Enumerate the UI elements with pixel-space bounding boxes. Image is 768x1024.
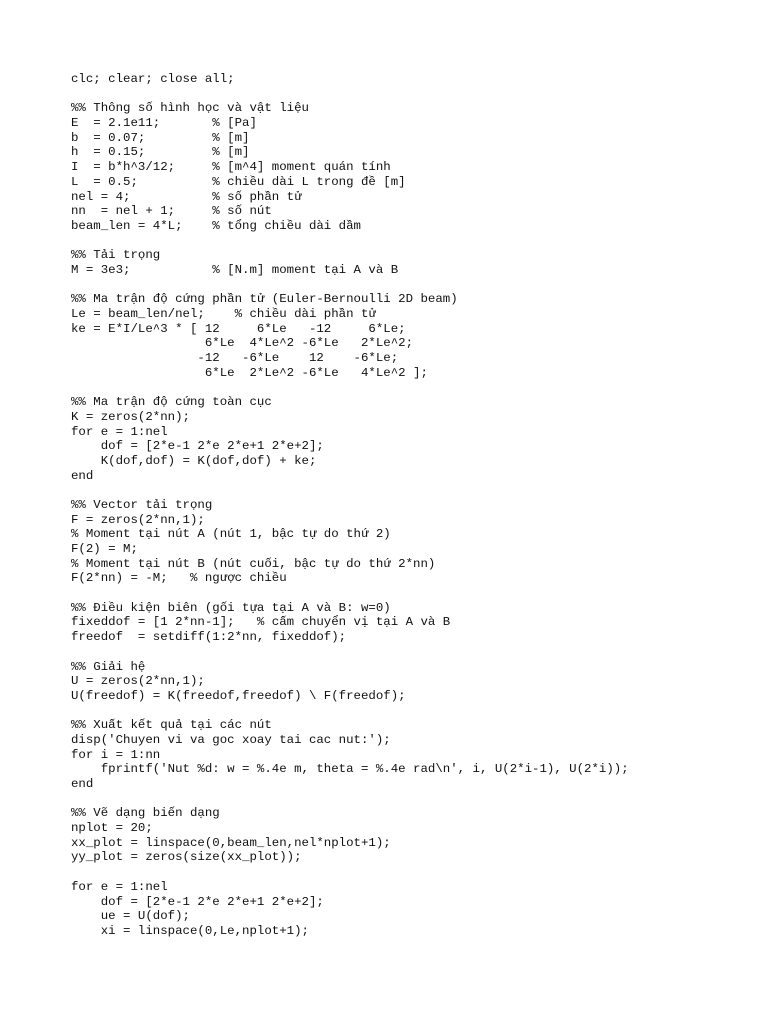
code-line: nel = 4; % số phần tử <box>71 189 302 204</box>
code-line: end <box>71 777 94 791</box>
code-line: freedof = setdiff(1:2*nn, fixeddof); <box>71 630 347 645</box>
code-line: F(2) = M; <box>71 542 138 556</box>
code-line: end <box>71 468 94 483</box>
code-line: %% Ma trận độ cứng phần tử (Euler-Bernoulli 2D beam) <box>71 292 458 307</box>
code-line: yy_plot = zeros(size(xx_plot)); <box>71 850 302 865</box>
code-line: M = 3e3; % [N.m] moment tại A và B <box>71 262 399 277</box>
code-line: E = 2.1e11; % [Pa] <box>71 116 257 131</box>
code-line: for i = 1:nn <box>71 747 161 762</box>
code-line: -12 -6*Le 12 -6*Le; <box>71 351 399 366</box>
code-line: %% Ma trận độ cứng toàn cục <box>71 395 272 410</box>
code-line <box>71 645 629 660</box>
code-line: F(2*nn) = -M; % ngược chiều <box>71 571 287 586</box>
code-line: %% Giải hệ <box>71 659 146 674</box>
code-line <box>71 87 629 102</box>
code-line: disp('Chuyen vi va goc xoay tai cac nut:'); <box>71 732 391 747</box>
code-line: for e = 1:nel <box>71 424 168 439</box>
code-line: %% Điều kiện biên (gối tựa tại A và B: w=0) <box>71 600 391 615</box>
code-line: %% Vẽ dạng biến dạng <box>71 806 220 821</box>
code-line: nplot = 20; <box>71 821 153 836</box>
code-line: %% Xuất kết quả tại các nút <box>71 718 272 733</box>
code-line: K(dof,dof) = K(dof,dof) + ke; <box>71 453 317 468</box>
code-line: dof = [2*e-1 2*e 2*e+1 2*e+2]; <box>71 439 324 454</box>
code-line: h = 0.15; % [m] <box>71 145 250 160</box>
code-line <box>71 586 629 601</box>
code-line: fixeddof = [1 2*nn-1]; % cấm chuyển vị tại A và B <box>71 615 451 630</box>
code-line: 6*Le 4*Le^2 -6*Le 2*Le^2; <box>71 336 414 351</box>
code-line: % Moment tại nút A (nút 1, bậc tự do thứ 2) <box>71 527 391 542</box>
code-line: F = zeros(2*nn,1); <box>71 512 205 527</box>
code-line: b = 0.07; % [m] <box>71 130 250 145</box>
code-line <box>71 792 629 807</box>
code-line <box>71 704 629 719</box>
code-line: ue = U(dof); <box>71 909 190 924</box>
code-line <box>71 483 629 498</box>
code-line: %% Thông số hình học và vật liệu <box>71 101 309 116</box>
code-line: 6*Le 2*Le^2 -6*Le 4*Le^2 ]; <box>71 365 428 380</box>
code-line: L = 0.5; % chiều dài L trong đề [m] <box>71 174 406 189</box>
code-line: Le = beam_len/nel; % chiều dài phần tử <box>71 307 376 321</box>
code-line: xi = linspace(0,Le,nplot+1); <box>71 923 309 938</box>
code-line: U = zeros(2*nn,1); <box>71 674 205 689</box>
code-line <box>71 234 629 249</box>
code-line <box>71 865 629 880</box>
code-line: dof = [2*e-1 2*e 2*e+1 2*e+2]; <box>71 894 324 909</box>
code-line: % Moment tại nút B (nút cuối, bậc tự do thứ 2*nn) <box>71 556 436 571</box>
code-line: beam_len = 4*L; % tổng chiều dài dầm <box>71 218 361 233</box>
code-line: K = zeros(2*nn); <box>71 409 190 424</box>
code-line: %% Vector tải trọng <box>71 497 213 512</box>
code-line: I = b*h^3/12; % [m^4] moment quán tính <box>71 160 391 175</box>
code-line <box>71 278 629 293</box>
code-line: ke = E*I/Le^3 * [ 12 6*Le -12 6*Le; <box>71 321 406 336</box>
code-line: nn = nel + 1; % số nút <box>71 204 272 219</box>
code-listing <box>71 72 629 939</box>
code-line: clc; clear; close all; <box>71 72 235 86</box>
code-line: U(freedof) = K(freedof,freedof) \ F(freedof); <box>71 688 406 703</box>
code-line: %% Tải trọng <box>71 248 161 263</box>
code-line: for e = 1:nel <box>71 879 168 894</box>
code-line: fprintf('Nut %d: w = %.4e m, theta = %.4e rad\n', i, U(2*i-1), U(2*i)); <box>71 762 629 777</box>
code-line: xx_plot = linspace(0,beam_len,nel*nplot+1); <box>71 835 391 850</box>
code-line <box>71 380 629 395</box>
